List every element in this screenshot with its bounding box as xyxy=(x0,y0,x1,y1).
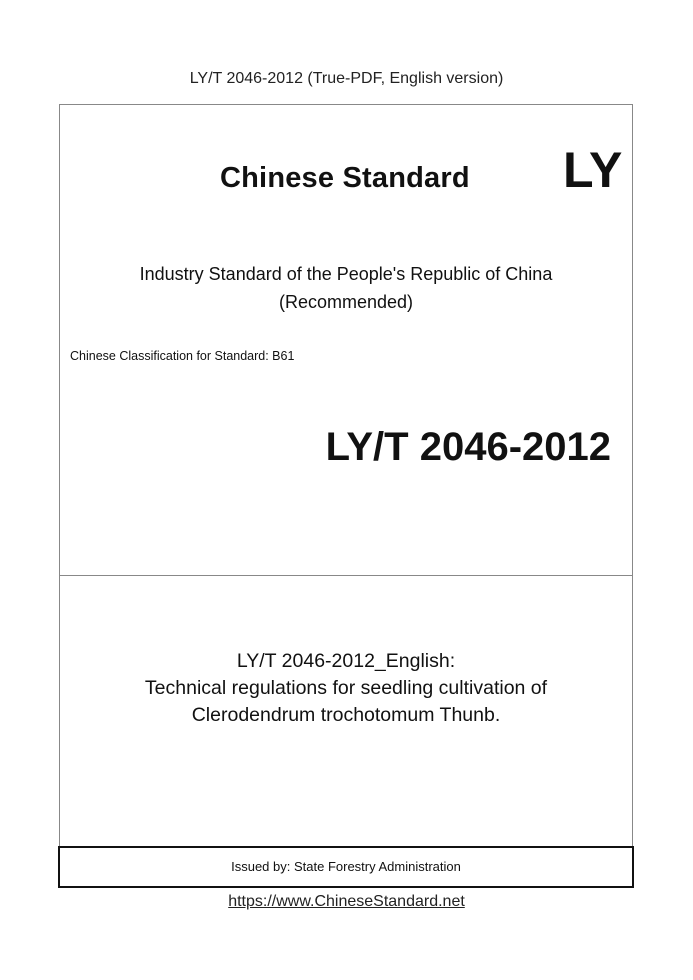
standard-code: LY xyxy=(563,142,623,198)
issuer-box xyxy=(58,846,634,888)
english-title-line-1: LY/T 2046-2012_English: xyxy=(236,650,456,672)
english-title-line-3: Clerodendrum trochotomum Thunb. xyxy=(191,704,501,726)
document-number: LY/T 2046-2012 xyxy=(325,425,611,469)
standard-title: Chinese Standard xyxy=(220,162,470,194)
industry-line-2: (Recommended) xyxy=(278,292,414,312)
cover-frame xyxy=(59,104,633,886)
cover-lower-section xyxy=(60,576,632,846)
english-title-line-2: Technical regulations for seedling cultivation of xyxy=(144,677,548,699)
english-title xyxy=(60,648,632,729)
website-link[interactable]: https://www.ChineseStandard.net xyxy=(228,893,465,910)
issuer-text: Issued by: State Forestry Administration xyxy=(231,859,461,874)
page-header: LY/T 2046-2012 (True-PDF, English version) xyxy=(189,70,504,87)
industry-line-1: Industry Standard of the People's Republic of China xyxy=(139,264,553,284)
cover-upper-section xyxy=(60,105,632,576)
classification-text: Chinese Classification for Standard: B61 xyxy=(70,349,295,363)
industry-statement xyxy=(60,260,632,316)
